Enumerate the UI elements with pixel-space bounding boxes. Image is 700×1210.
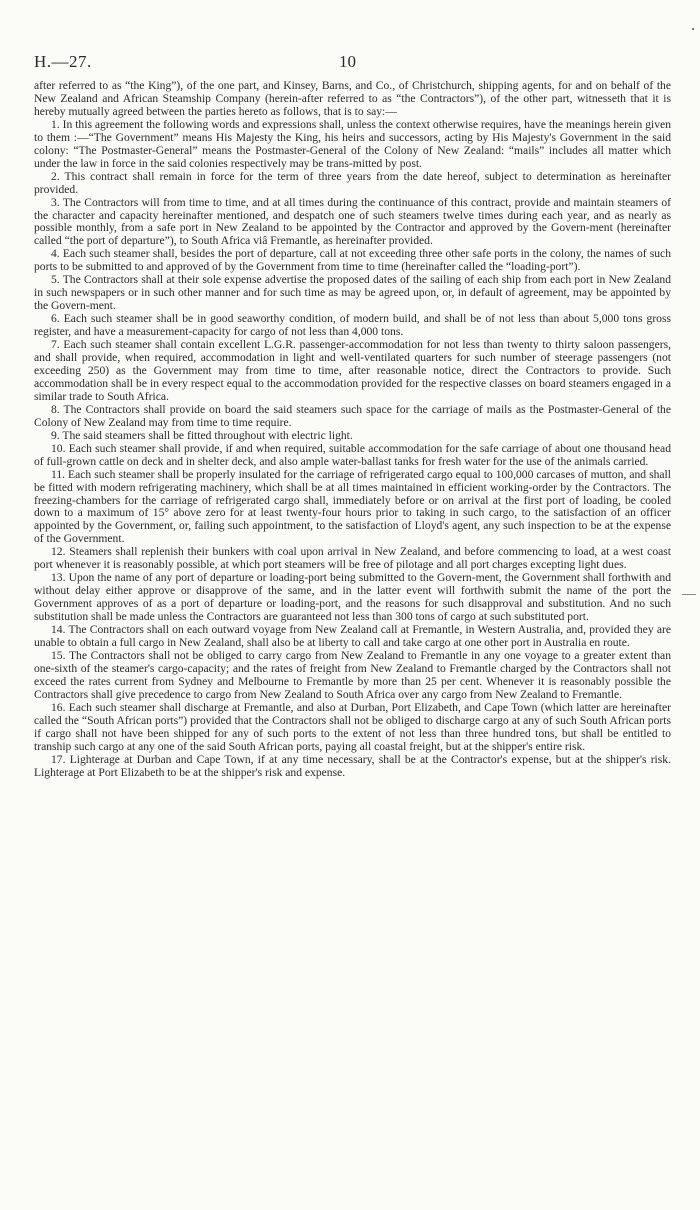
clause-11: 11. Each such steamer shall be properly insulated for the carriage of refrigerated cargo equal to 100,000 carcases of mutton, and shall be fitted with modern refrigerating machinery, which shall be at all times maintained in efficient working-order by the Contractors. The freezing-chambers for the carriage of refrigerated cargo shall, immediately before or on arrival at the first port of loading, be cooled down to a maximum of 15° above zero for at least twenty-four hours prior to taking in such cargo, to the satisfaction of an officer appointed by the Government, or, failing such appointment, to the satisfaction of Lloyd's agent, any such inspection to be at the expense of the Government. [34,467,671,546]
margin-mark [682,594,696,595]
clause-9: 9. The said steamers shall be fitted throughout with electric light. [51,428,353,442]
clause-12: 12. Steamers shall replenish their bunkers with coal upon arrival in New Zealand, and before commencing to load, at a west coast port whenever it is reasonably possible, at which port steamers will be free of pilotage and all port charges excepting light dues. [34,545,671,572]
scan-speck [692,28,694,30]
clause-5: 5. The Contractors shall at their sole expense advertise the proposed dates of the sailing of each ship from each port in New Zealand in such newspapers or in such other manner and for such time as may be agreed upon, or, in default of agreement, may be appointed by the Govern-ment. [34,273,671,313]
clause-3: 3. The Contractors will from time to time, and at all times during the continuance of this contract, provide and maintain steamers of the character and capacity hereinafter mentioned, and despatch one of such steamers twelve times during each year, and as nearly as possible monthly, from a safe port in New Zealand to be appointed by the Contractor and approved by the Govern-ment (hereinafter called “the port of departure”), to South Africa viâ Fremantle, as hereinafter provided. [34,195,671,248]
document-reference: H.—27. [34,52,92,71]
clause-10: 10. Each such steamer shall provide, if and when required, suitable accommodation for the safe carriage of about one thousand head of full-grown cattle on deck and in shelter deck, and also ample water-ballast tanks for fresh water for the use of the animals carried. [34,441,671,468]
clause-14: 14. The Contractors shall on each outward voyage from New Zealand call at Fremantle, in Western Australia, and, provided they are unable to obtain a full cargo in New Zealand, shall also be at liberty to call and take cargo at one other port in Australia en route. [34,623,671,649]
clause-2: 2. This contract shall remain in force for the term of three years from the date hereof, subject to determination as hereinafter provided. [34,169,671,196]
clause-1: 1. In this agreement the following words and expressions shall, unless the context otherwise requires, have the meanings herein given to them :—“The Government” means His Majesty the King, his heirs and successors, acting by His Majesty's Government in the said colony: “The Postmaster-General” means the Postmaster-General of the Colony of New Zealand: “mails” includes all matter which under the law in force in the said colonies respectively may be trans-mitted by post. [34,117,671,170]
clause-15: 15. The Contractors shall not be obliged to carry cargo from New Zealand to Fremantle in any one voyage to a greater extent than one-sixth of the steamer's cargo-capacity; and the rates of freight from New Zealand to Fremantle charged by the Contractors shall not exceed the rates current from Sydney and Melbourne to Fremantle by more than 25 per cent. Whenever it is reasonably possible the Contractors shall give precedence to cargo from New Zealand to South Africa over any cargo from New Zealand to Fremantle. [34,648,671,701]
clause-16: 16. Each such steamer shall discharge at Fremantle, and also at Durban, Port Elizabeth, and Cape Town (which latter are hereinafter called the “South African ports”) provided that the Contractors shall not be obliged to discharge cargo at any of such South African ports if cargo shall not have been shipped for any of such ports to the extent of not less than three hundred tons, but shall be entitled to tranship such cargo at any one of the said South African ports, paying all coastal freight, but at the shipper's entire risk. [34,700,671,753]
clause-13: 13. Upon the name of any port of departure or loading-port being submitted to the Govern-ment, the Government shall forthwith and without delay either approve or disapprove of the same, and in the latter event will forthwith submit the name of the port the Government approves of as a port of departure or loading-port, and the reasons for such disapproval and substitution. And no such substitution shall be made unless the Contractors are guaranteed not less than 300 tons of cargo at such substituted port. [34,571,671,624]
contract-text [34,80,671,779]
clause-6: 6. Each such steamer shall be in good seaworthy condition, of modern build, and shall be of not less than about 5,000 tons gross register, and have a measurement-capacity for cargo of not less than 4,000 tons. [34,312,671,339]
clause-8: 8. The Contractors shall provide on board the said steamers such space for the carriage of mails as the Postmaster-General of the Colony of New Zealand may from time to time require. [34,402,671,429]
preamble-continuation: after referred to as “the King”), of the one part, and Kinsey, Barns, and Co., of Christchurch, shipping agents, for and on behalf of the New Zealand and African Steamship Company (herein-after referred to as “the Contractors”), of the other part, witnesseth that it is hereby mutually agreed between the parties hereto as follows, that is to say:— [34,79,671,118]
page-header [34,52,674,74]
clause-4: 4. Each such steamer shall, besides the port of departure, call at not exceeding three other safe ports in the colony, the names of such ports to be submitted to and approved of by the Government from time to time (hereinafter called the “loading-port”). [34,247,671,274]
clause-17: 17. Lighterage at Durban and Cape Town, if at any time necessary, shall be at the Contractor's expense, but at the shipper's risk. Lighterage at Port Elizabeth to be at the shipper's risk and expense. [34,752,671,779]
page-number: 10 [339,52,356,71]
clause-7: 7. Each such steamer shall contain excellent L.G.R. passenger-accommodation for not less than twenty to thirty saloon passengers, and shall provide, when required, accommodation in light and well-ventilated quarters for such number of steerage passengers (not exceeding 250) as the Government may from time to time, after reasonable notice, direct the Contractors to provide. Such accommodation shall be in every respect equal to the accommodation provided for the respective classes on board steamers engaged in a similar trade to South Africa. [34,338,671,403]
